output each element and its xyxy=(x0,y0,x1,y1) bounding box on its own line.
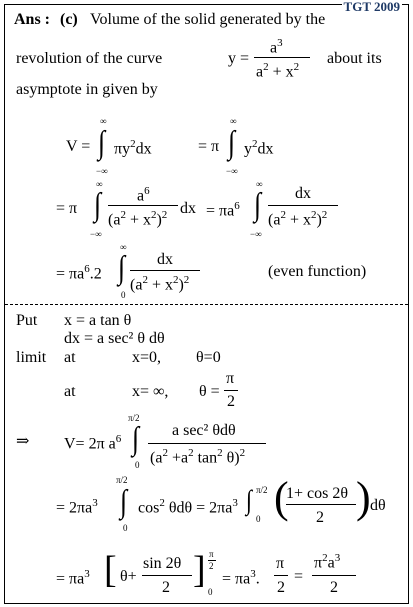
eq5-num: 1+ cos 2θ xyxy=(286,485,349,502)
eq1-lower-2: −∞ xyxy=(226,166,238,176)
intro-frac-den: $a^2 + x^2$ xyxy=(256,61,300,81)
eq5-integral-2: ∫ xyxy=(246,483,253,515)
intro-frac-num: $a^3$ xyxy=(270,37,283,57)
sub-limit: limit xyxy=(16,349,47,366)
eq1-integral-1: ∫ xyxy=(98,124,106,161)
eq5-frac-bar xyxy=(286,504,356,505)
eq2-integral-1: ∫ xyxy=(94,186,102,223)
eq5-upper-1: π/2 xyxy=(116,475,128,485)
eq2-den-2: $(a^2 + x^2)^2$ xyxy=(268,209,328,229)
eq4-num: a sec² θdθ xyxy=(172,422,236,439)
eq2-frac-bar-2 xyxy=(268,205,338,206)
eq3-num: dx xyxy=(157,251,173,268)
sub-put-eq: x = a tan θ xyxy=(64,312,132,329)
sub-at-1: at xyxy=(64,349,76,366)
eq6-lbracket: [ xyxy=(104,549,117,591)
eq2-num-2: dx xyxy=(295,185,311,202)
intro-y-eq: y = xyxy=(228,50,250,67)
answer-label: Ans : xyxy=(14,11,51,28)
eq2-den: $(a^2 + x^2)^2$ xyxy=(108,209,168,229)
eq5-upper-2: π/2 xyxy=(256,485,268,495)
eq2-upper-2: ∞ xyxy=(256,179,263,189)
eq6-den2: 2 xyxy=(330,579,338,596)
eq1-upper-1: ∞ xyxy=(100,116,107,126)
sub-th0: θ=0 xyxy=(196,349,221,366)
intro-line-2b: about its xyxy=(327,50,382,67)
eq6-frac-bar xyxy=(142,575,192,576)
sub-dx-eq: dx = a sec² θ dθ xyxy=(64,330,165,347)
eq6-pi: π xyxy=(276,555,285,572)
eq5-cos-term: $\cos^2 \theta d\theta = 2\pi a^3$ xyxy=(138,497,238,517)
exam-badge: TGT 2009 xyxy=(343,0,400,14)
eq6-two: 2 xyxy=(277,579,285,596)
eq2-integral-2: ∫ xyxy=(254,186,262,223)
section-divider xyxy=(5,304,408,305)
eq1-eq-pi: = π xyxy=(198,138,220,155)
eq3-frac-bar xyxy=(130,270,200,271)
eq4-frac-bar xyxy=(148,443,266,444)
eq6-num: sin 2θ xyxy=(143,555,182,572)
eq2-dx: dx xyxy=(180,200,196,217)
intro-frac-bar xyxy=(254,57,310,58)
eq4-den: ($a^2 +a^2$ $\tan^2 \theta)^2$ xyxy=(150,447,246,467)
eq1-lower-1: −∞ xyxy=(96,166,108,176)
eq1-integral-2: ∫ xyxy=(228,124,236,161)
eq1-lhs: V = xyxy=(66,138,91,155)
eq1-term-2: $y^2dx$ xyxy=(244,138,274,158)
eq5-lhs: = $2\pi a^3$ xyxy=(56,497,98,517)
eq2-rhs: = $\pi a^6$ xyxy=(206,200,240,220)
eq6-theta-plus: θ+ xyxy=(120,568,137,585)
eq6-lower: 0 xyxy=(208,587,213,597)
eq5-dth: dθ xyxy=(370,497,386,514)
sub-frac-bar xyxy=(224,390,238,391)
eq3-note: (even function) xyxy=(268,263,367,280)
eq1-term-1: $\pi y^2dx$ xyxy=(114,138,152,158)
eq6-lhs: = $\pi a^3$ xyxy=(56,568,90,588)
sub-at-2: at xyxy=(64,383,76,400)
eq2-num: $a^6$ xyxy=(137,185,150,205)
eq6-pi-bar xyxy=(274,575,288,576)
eq4-upper: π/2 xyxy=(128,413,140,423)
eq2-lhs: = π xyxy=(56,200,78,217)
eq6-upper: π xyxy=(209,549,214,559)
eq1-upper-2: ∞ xyxy=(230,116,237,126)
eq2-upper-1: ∞ xyxy=(96,179,103,189)
eq2-lower-2: −∞ xyxy=(250,229,262,239)
sub-th-eq: θ = xyxy=(199,383,220,400)
eq3-lhs: = $\pi a^6.2$ xyxy=(56,263,102,283)
eq4-integral: ∫ xyxy=(132,420,140,457)
intro-line-2a: revolution of the curve xyxy=(16,50,163,67)
answer-option: (c) xyxy=(60,11,78,28)
eq6-rbracket: ] xyxy=(193,549,206,591)
intro-line-1: Volume of the solid generated by the xyxy=(90,11,326,28)
sub-xinf: x= ∞, xyxy=(132,383,169,400)
eq4-lhs: V= 2π $a^6$ xyxy=(64,433,122,453)
eq3-den: $(a^2 + x^2)^2$ xyxy=(130,274,190,294)
eq5-rparen: ) xyxy=(356,473,371,522)
implies-arrow: ⇒ xyxy=(16,433,30,450)
sub-two: 2 xyxy=(227,393,235,410)
eq3-integral: ∫ xyxy=(118,249,126,286)
eq3-lower: 0 xyxy=(121,290,126,300)
eq6-num2: $\pi^2a^3$ xyxy=(314,552,341,572)
eq6-final-bar xyxy=(312,575,356,576)
eq2-lower-1: −∞ xyxy=(90,229,102,239)
sub-put: Put xyxy=(16,312,38,329)
intro-line-3: asymptote in given by xyxy=(16,81,158,98)
eq5-lower-1: 0 xyxy=(123,523,128,533)
eq4-lower: 0 xyxy=(135,460,140,470)
eq6-eq2: = xyxy=(294,568,304,585)
eq6-upper-den: 2 xyxy=(209,561,214,571)
eq5-lparen: ( xyxy=(274,473,289,522)
eq6-den: 2 xyxy=(162,579,170,596)
eq5-lower-2: 0 xyxy=(256,514,261,524)
eq5-integral-1: ∫ xyxy=(120,483,128,520)
sub-x0: x=0, xyxy=(132,349,162,366)
eq3-upper: ∞ xyxy=(120,242,127,252)
sub-pi: π xyxy=(226,370,235,387)
eq6-eq: = $\pi a^3$. xyxy=(222,568,260,588)
eq2-frac-bar xyxy=(108,205,178,206)
eq5-den: 2 xyxy=(316,509,324,526)
